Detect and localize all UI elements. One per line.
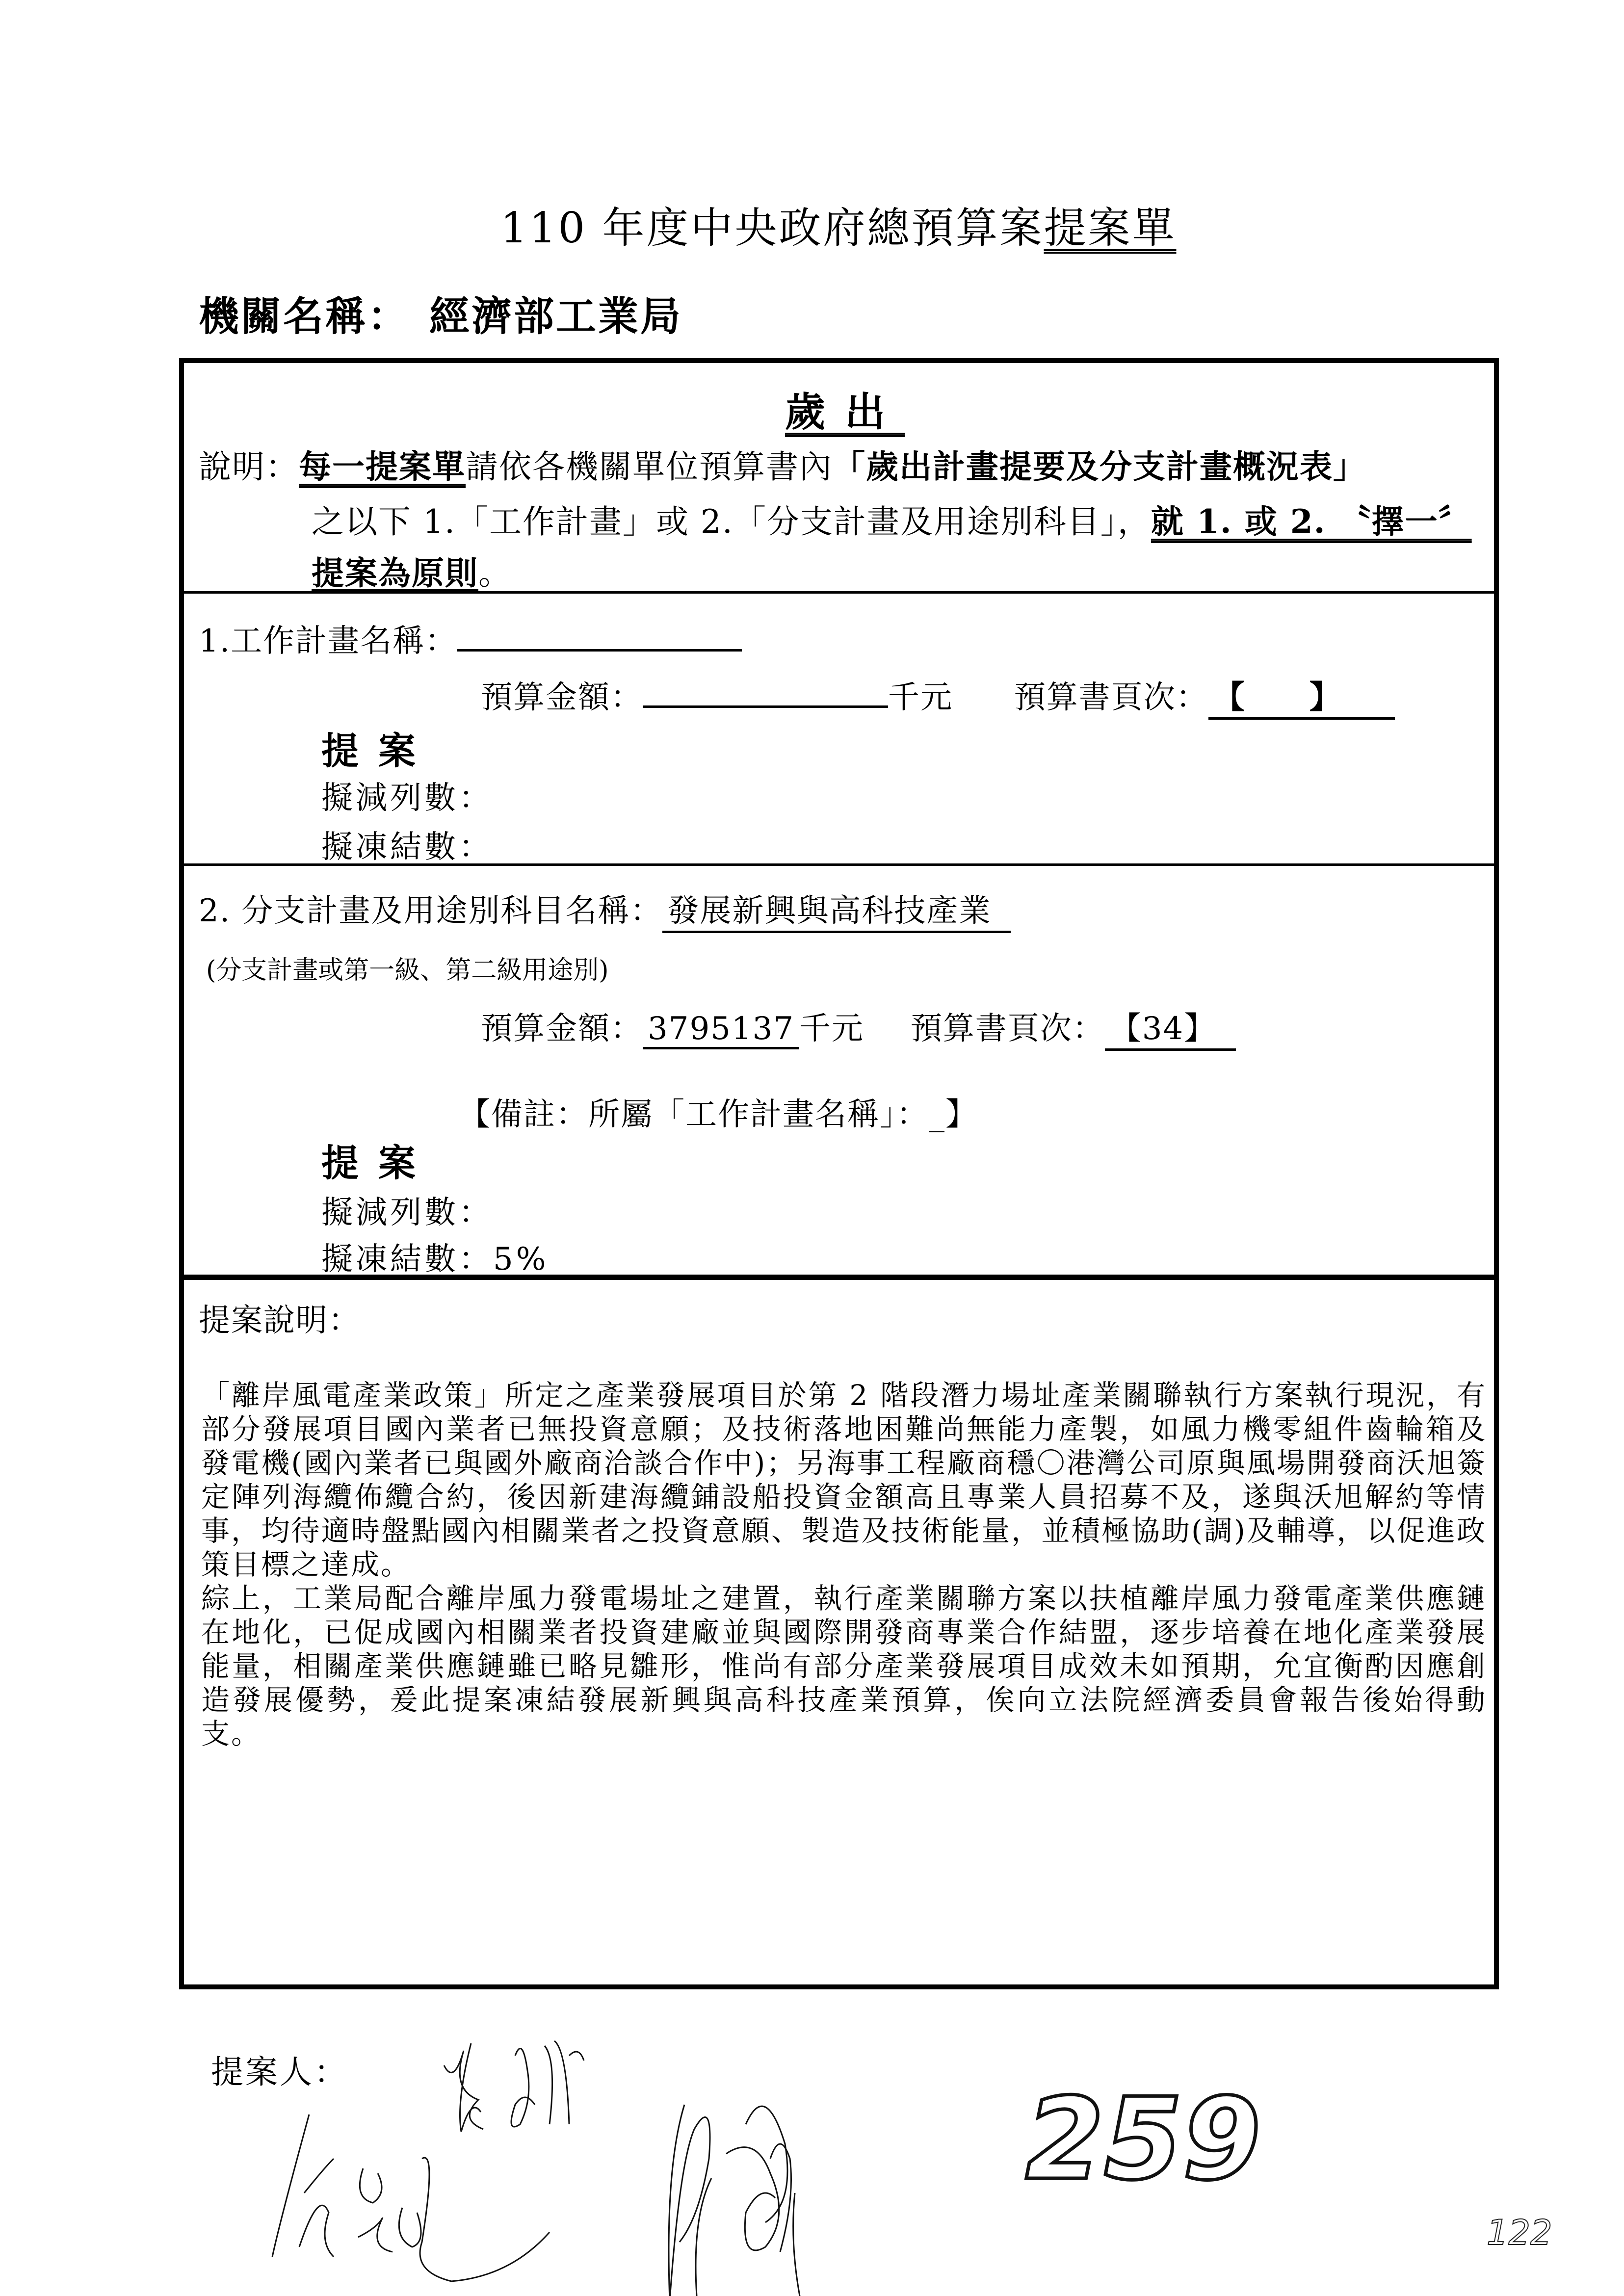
branch-plan-note: (分支計畫或第一級、第二級用途別) (206, 956, 609, 985)
branch-plan-proposal-heading: 提案 (321, 1141, 435, 1185)
branch-plan-page-field[interactable]: 【34】 (1105, 1003, 1236, 1051)
instructions-text-2: 之以下 1.「工作計畫」或 2.「分支計畫及用途別科目」， (312, 503, 1151, 541)
signature-3-icon (669, 2105, 800, 2296)
instructions-emph-3: 提案為原則 (312, 554, 478, 592)
work-plan-budget-unit: 千元 (888, 679, 953, 716)
handwritten-number: 259 (1025, 2074, 1261, 2205)
branch-plan-remark: 【備註：所屬「工作計畫名稱」：_】 (459, 1096, 978, 1133)
branch-plan-name-field[interactable]: 發展新興與高科技產業 (662, 886, 1011, 933)
explanation-label: 提案說明： (199, 1303, 361, 1339)
branch-plan-freeze-label: 擬凍結數： (321, 1241, 493, 1278)
page-mark: 122 (1487, 2213, 1552, 2253)
work-plan-page-label: 預算書頁次： (1014, 679, 1208, 716)
agency-name: 經濟部工業局 (429, 293, 683, 340)
work-plan-reduce-label: 擬減列數： (321, 780, 493, 816)
proposer-label: 提案人： (211, 2053, 348, 2091)
work-plan-proposal-heading: 提案 (321, 729, 435, 773)
work-plan-name-label: 1.工作計畫名稱： (199, 623, 458, 659)
instructions-emph-2: 就 1. 或 2. 〝擇一〞 (1151, 502, 1472, 541)
branch-plan-freeze-value[interactable]: 5% (493, 1241, 549, 1278)
branch-plan-budget-unit: 千元 (799, 1011, 864, 1047)
signature-2-icon (272, 2114, 550, 2281)
work-plan-freeze-label: 擬凍結數： (321, 829, 493, 865)
bracket-open: 【 (1213, 679, 1246, 716)
instructions-label: 說明： (199, 448, 299, 486)
branch-plan-budget-label: 預算金額： (481, 1011, 643, 1047)
explanation-paragraph: 綜上，工業局配合離岸風力發電場址之建置，執行產業關聯方案以扶植離岸風力發電產業供應鏈在地化，已促成國內相關業者投資建廠並與國際開發商專業合作結盟，逐步培養在地化產業發展能量，相關產業供應鏈雖已略見雛形，惟尚有部分產業發展項目成效未如預期，允宜衡酌因應創造發展優勢，爰此提案凍結發展新興與高科技產業預算，俟向立法院經濟委員會報告後始得動支。 (201, 1582, 1487, 1750)
branch-plan-page-label: 預算書頁次： (910, 1011, 1105, 1047)
instructions-bold-1: 「歲出計畫提要及分支計畫概況表」 (833, 447, 1366, 486)
section-title: 歲出 (785, 389, 905, 436)
instructions-text-1: 請依各機關單位預算書內 (466, 448, 833, 486)
agency-label: 機關名稱： (199, 293, 410, 340)
title-emphasis: 提案單 (1044, 204, 1177, 253)
instructions-end: 。 (478, 554, 512, 592)
title-prefix: 110 年度中央政府總預算案 (500, 204, 1044, 253)
explanation-paragraph: 「離岸風電產業政策」所定之產業發展項目於第 2 階段潛力場址產業關聯執行方案執行現況，有部分發展項目國內業者已無投資意願；及技術落地困難尚無能力產製，如風力機零組件齒輪箱及發電機(國內業者已與國外廠商洽談合作中)；另海事工程廠商穩〇港灣公司原與風場開發商沃旭簽定陣列海纜佈纜合約，後因新建海纜鋪設船投資金額高且專業人員招募不及，遂與沃旭解約等情事，均待適時盤點國內相關業者之投資意願、製造及技術能量，並積極協助(調)及輔導，以促進政策目標之達成。 (201, 1379, 1487, 1581)
instructions-emph-1: 每一提案單 (299, 447, 466, 486)
branch-plan-name-label: 2. 分支計畫及用途別科目名稱： (199, 893, 663, 929)
branch-plan-budget-field[interactable]: 3795137 (643, 1011, 799, 1049)
bracket-close: 】 (1309, 679, 1342, 716)
branch-plan-reduce-label: 擬減列數： (321, 1195, 493, 1231)
work-plan-budget-label: 預算金額： (481, 679, 643, 716)
signature-1-icon (444, 2041, 584, 2132)
